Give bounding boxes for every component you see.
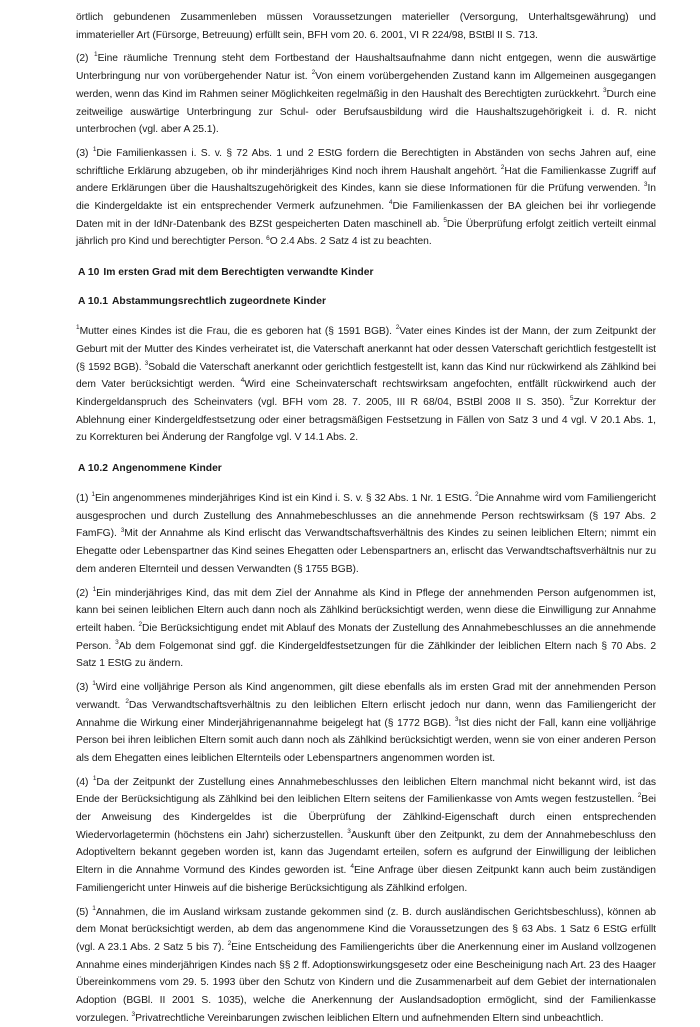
sentence-text: Privatrechtliche Vereinbarungen zwischen leiblichen Eltern und aufnehmenden Eltern sind unbeachtlich.	[135, 1012, 604, 1024]
sentence-text: Von einem vorübergehenden Zustand kann im Allgemeinen ausgegangen werden, wenn das Kind im Rahmen seiner Möglichkeiten regelmäßig in den Haushalt des Berechtigten zurückkehrt.	[76, 71, 656, 100]
paragraph	[76, 585, 656, 674]
paragraph	[76, 679, 656, 768]
sentence-number: 3	[602, 86, 607, 94]
sentence-number: 3	[115, 638, 119, 646]
sentence-number: 3	[131, 1010, 136, 1018]
sentence-text: Ein minderjähriges Kind, das mit dem Ziel der Annahme als Kind in Pflege der annehmenden Person aufgenommen ist, kann bei seinen leiblichen Eltern auch dann noch als Zählkind berücksichtigt werden, wenn diese die Einwilligung zur Annahme erteilt haben.	[76, 587, 656, 634]
sentence-text: Ab dem Folgemonat sind ggf. die Kindergeldfestsetzungen für die Zählkinder der leiblichen Eltern nach § 70 Abs. 2 Satz 1 EStG zu ändern.	[76, 640, 656, 670]
sentence-text: Die Familienkassen i. S. v. § 72 Abs. 1 und 2 EStG fordern die Berechtigten in Abständen von sechs Jahren auf, eine schriftliche Erklärung abzugeben, ob ihr minderjähriges Kind noch ihrem Haushalt angehört.	[76, 147, 656, 177]
sentence-text: Auskunft über den Zeitpunkt, zu dem der Annahmebeschluss den Adoptiveltern bekannt gegeben worden ist, kann das Jugendamt erteilen, sofern es aufgrund der Einwilligung der leiblichen Eltern in die Annahme Vormund des Kindes geworden ist.	[76, 829, 656, 877]
section-title: Im ersten Grad mit dem Berechtigten verwandte Kinder	[103, 267, 374, 279]
sentence-text: Zur Korrektur der Ablehnung einer Kindergeldfestsetzung oder einer betragsmäßigen Festsetzung in Fällen von Satz 3 und 4 vgl. V 20.1 Abs. 1, zu Korrekturen bei Änderung der Rangfolge vgl. V 14.1 Abs. 2.	[76, 396, 656, 444]
paragraph	[76, 774, 656, 898]
sentence-number: 5	[569, 395, 574, 403]
sentence-number: 2	[637, 792, 642, 800]
sentence-text: Eine Anfrage über diesen Zeitpunkt kann auch beim zuständigen Familiengericht unter Hinweis auf die bisherige Berücksichtigung als Zählkind erfolgen.	[76, 865, 656, 894]
sentence-text: Mutter eines Kindes ist die Frau, die es geboren hat (§ 1591 BGB).	[79, 326, 396, 338]
section-number: A 10	[78, 267, 100, 279]
paragraph	[76, 50, 656, 139]
sentence-number: 1	[92, 680, 96, 688]
sentence-text: Die Überprüfung erfolgt zeitlich verteilt einmal jährlich pro Kind und berechtigter Person.	[76, 218, 656, 248]
sentence-text: Die Annahme wird vom Familiengericht ausgesprochen und durch Zustellung des Annahmebeschlusses an die annehmende Person rechtswirksam (§ 197 Abs. 2 FamFG).	[76, 493, 656, 540]
sentence-text: Ein angenommenes minderjähriges Kind ist ein Kind i. S. v. § 32 Abs. 1 Nr. 1 EStG.	[94, 493, 476, 505]
sentence-number: 3	[144, 359, 149, 367]
sentence-text: Das Verwandtschaftsverhältnis zu den leiblichen Eltern erlischt jedoch nur dann, wenn das Familiengericht der Annahme die Wirkung einer Minderjährigenannahme beigelegt hat (§ 1772 BGB).	[76, 699, 656, 729]
sentence-number: 2	[138, 621, 143, 629]
sentence-text: Da der Zeitpunkt der Zustellung eines Annahmebeschlusses den leiblichen Eltern manchmal nicht bekannt wird, ist das Ende der Berücksichtigung als Zählkind bei den leiblichen Eltern seitens der Familienkasse von Amts wegen festzustellen.	[76, 776, 657, 806]
sentence-number: 3	[347, 827, 351, 835]
section-heading	[78, 266, 656, 280]
sentence-number: 1	[93, 51, 98, 59]
sentence-text: (4)	[76, 776, 93, 788]
sentence-number: 5	[443, 216, 447, 224]
sentence-number: 2	[311, 69, 316, 77]
sentence-text: (1)	[76, 493, 92, 505]
paragraph	[76, 145, 656, 251]
section-title: Angenommene Kinder	[111, 463, 222, 475]
sentence-text: Vater eines Kindes ist der Mann, der zum Zeitpunkt der Geburt mit der Mutter des Kindes verheiratet ist, die Vaterschaft anerkannt hat oder dessen Vaterschaft gerichtlich festgestellt ist (§ 1592 BGB).	[76, 326, 656, 373]
sentence-text: Mit der Annahme als Kind erlischt das Verwandtschaftsverhältnis des Kindes zu seinen leiblichen Eltern; nimmt ein Ehegatte oder Lebenspartner das Kind seines Ehegatten oder Lebenspartners an, erlischt das Verwandtschaftsverhältnis nur zu dem anderen Elternteil und dessen Verwandten (§ 1755 BGB).	[76, 528, 656, 575]
sentence-number: 2	[475, 491, 479, 499]
sentence-text: Sobald die Vaterschaft anerkannt oder gerichtlich festgestellt ist, kann das Kind nur rückwirkend als Zählkind bei dem Vater berücksichtigt werden.	[76, 361, 657, 391]
sentence-number: 4	[240, 377, 245, 385]
sentence-number: 1	[92, 774, 97, 782]
section-number: A 10.2	[78, 463, 108, 475]
sentence-text: Hat die Familienkasse Zugriff auf andere Erklärungen über die Haushaltszugehörigkeit des Kindes, kann sie diese Informationen für die Prüfung verwenden.	[76, 165, 656, 195]
sentence-text: Die Familienkassen der BA gleichen bei ihr vorliegende Daten mit in der IdNr-Datenbank des BZSt gespeicherten Daten maschinell ab.	[76, 201, 656, 230]
section-title: Abstammungsrechtlich zugeordnete Kinder	[111, 296, 326, 308]
sentence-number: 3	[120, 526, 125, 534]
sentence-number: 4	[388, 199, 393, 207]
sentence-text: (5)	[76, 906, 93, 918]
sentence-text: Die Berücksichtigung endet mit Ablauf des Monats der Zustellung des Annahmebeschlusses an die annehmende Person.	[76, 622, 656, 652]
paragraph	[76, 9, 656, 44]
document-body	[76, 9, 656, 1027]
section-number: A 10.1	[78, 296, 108, 308]
sentence-text: (2)	[76, 53, 94, 65]
paragraph	[76, 904, 656, 1027]
sentence-text: Annahmen, die im Ausland wirksam zustande gekommen sind (z. B. durch ausländischen Gerichtsbeschluss), können ab dem Monat berücksichtigt werden, ab dem das angenommene Kind die Voraussetzungen des § 63 Abs. 1 Satz 6 EStG erfüllt (vgl. A 23.1 Abs. 2 Satz 5 bis 7).	[76, 906, 656, 953]
sentence-text: örtlich gebundenen Zusammenleben müssen Voraussetzungen materieller (Versorgung, Unterhaltsgewährung) und immaterieller Art (Fürsorge, Betreuung) erfüllt sein, BFH vom 20. 6. 2001, VI R 224/98, BStBl II S. 713.	[76, 12, 656, 41]
sentence-text: Eine räumliche Trennung steht dem Fortbestand der Haushaltsaufnahme dann nicht entgegen, wenn die auswärtige Unterbringung nur von vorübergehender Natur ist.	[76, 53, 657, 83]
sentence-text: In die Kindergeldakte ist ein entsprechender Vermerk aufzunehmen.	[76, 183, 656, 213]
sentence-text: Wird eine volljährige Person als Kind angenommen, gilt diese ebenfalls als im ersten Grad mit der annehmenden Person verwandt.	[76, 682, 656, 711]
sentence-number: 2	[125, 697, 129, 705]
paragraph	[76, 490, 656, 579]
sentence-text: (3)	[76, 682, 93, 694]
sentence-number: 3	[643, 181, 648, 189]
sentence-number: 2	[500, 163, 505, 171]
sentence-text: O 2.4 Abs. 2 Satz 4 ist zu beachten.	[269, 236, 432, 248]
sentence-number: 1	[91, 491, 95, 499]
sentence-number: 1	[76, 324, 80, 332]
sentence-number: 1	[92, 904, 96, 912]
section-heading	[78, 462, 656, 476]
paragraph	[76, 323, 656, 447]
sentence-text: Bei der Anweisung des Kindergeldes ist die Überprüfung der Zählkind-Eigenschaft durch einen entsprechenden Wiedervorlagetermin (höchstens ein Jahr) sicherzustellen.	[76, 794, 656, 841]
sentence-number: 3	[454, 715, 459, 723]
sentence-text: Durch eine zeitweilige auswärtige Unterbringung zur Schul- oder Berufsausbildung wird die Haushaltszugehörigkeit i. d. R. nicht unterbrochen (vgl. aber A 25.1).	[76, 88, 657, 136]
sentence-text: (2)	[76, 587, 93, 599]
sentence-number: 2	[395, 324, 400, 332]
sentence-number: 6	[266, 234, 270, 242]
sentence-number: 4	[350, 863, 354, 871]
sentence-number: 1	[92, 146, 97, 153]
sentence-text: Eine Entscheidung des Familiengerichts über die Anerkennung einer im Ausland vollzogenen Annahme eines minderjährigen Kindes nach §§ 2 ff. Adoptionswirkungsgesetz oder eine Bescheinigung nach Art. 23 des Haager Übereinkommens vom 29. 5. 1993 über den Schutz von Kindern und die Zusammenarbeit auf dem Gebiet der internationalen Adoption (BGBl. II 2001 S. 1035), welche die Anerkennung der Auslandsadoption ermöglicht, sind der Familienkasse vorzulegen.	[76, 941, 657, 1024]
sentence-text: (3)	[76, 147, 93, 159]
sentence-number: 1	[92, 585, 97, 593]
section-heading	[78, 295, 656, 309]
sentence-text: Wird eine Scheinvaterschaft rechtswirksam angefochten, entfällt rückwirkend auch der Kindergeldanspruch des Scheinvaters (vgl. BFH vom 28. 7. 2005, III R 68/04, BStBl 2008 II S. 350).	[76, 379, 656, 408]
sentence-number: 2	[227, 940, 232, 948]
sentence-text: Ist dies nicht der Fall, kann eine volljährige Person bei ihren leiblichen Eltern somit auch dann noch als Zählkind berücksichtigt werden, wenn sie von einer anderen Person als dem Ehegatten eines leiblichen Elternteils oder Lebenspartners angenommen worden ist.	[76, 717, 657, 764]
